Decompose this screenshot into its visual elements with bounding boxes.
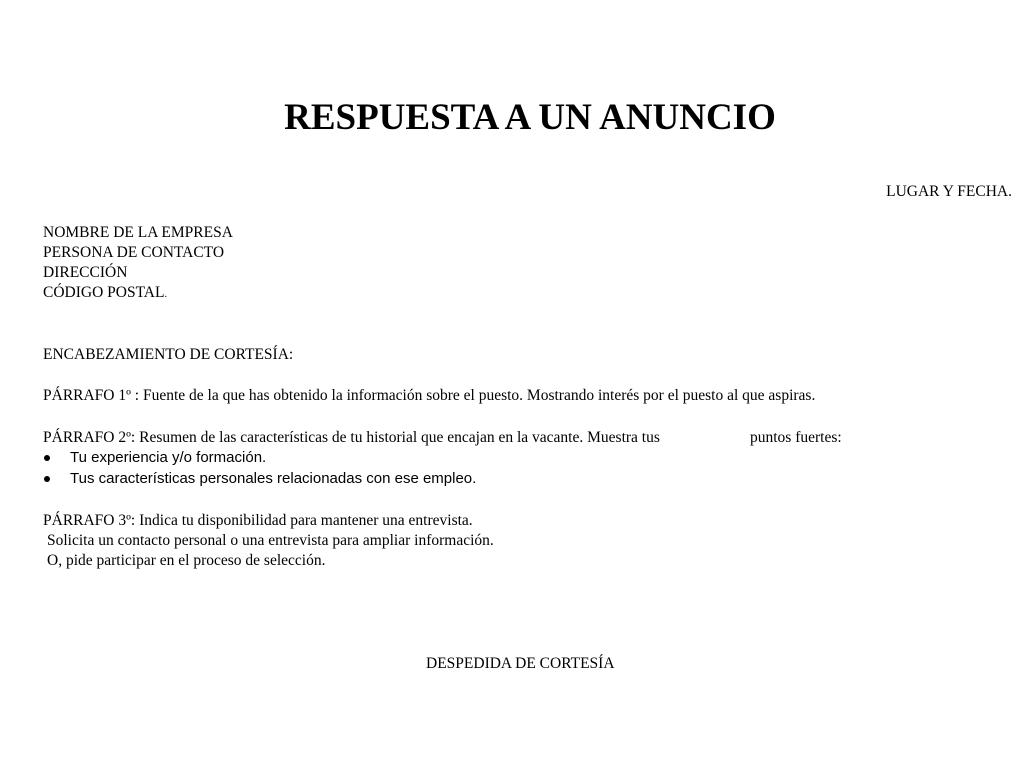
bullet-item: Tus características personales relacionadas con ese empleo. (70, 470, 477, 487)
paragraph-3-line-2: Solicita un contacto personal o una entrevista para ampliar información. (47, 532, 494, 549)
paragraph-2: PÁRRAFO 2º: Resumen de las características de tu historial que encajan en la vacante. Muestra tus (43, 429, 660, 446)
paragraph-3-line-1: PÁRRAFO 3º: Indica tu disponibilidad para mantener una entrevista. (43, 512, 473, 529)
document-title: RESPUESTA A UN ANUNCIO (284, 97, 776, 138)
bullet-item: Tu experiencia y/o formación. (70, 449, 267, 466)
postal-code-label: CÓDIGO POSTAL (43, 284, 165, 301)
closing: DESPEDIDA DE CORTESÍA (426, 655, 615, 672)
recipient-contact: PERSONA DE CONTACTO (43, 244, 225, 261)
recipient-address: DIRECCIÓN (43, 264, 128, 281)
bullet-icon (44, 455, 50, 461)
postal-code-suffix: . (164, 289, 167, 300)
recipient-company: NOMBRE DE LA EMPRESA (43, 224, 233, 241)
paragraph-3-line-3: O, pide participar en el proceso de selección. (47, 552, 326, 569)
recipient-postal-code (43, 283, 167, 305)
place-date: LUGAR Y FECHA. (886, 183, 1012, 200)
paragraph-1: PÁRRAFO 1º : Fuente de la que has obtenido la información sobre el puesto. Mostrando interés por el puesto al que aspiras. (43, 387, 816, 404)
greeting: ENCABEZAMIENTO DE CORTESÍA: (43, 346, 294, 363)
bullet-icon (44, 476, 50, 482)
paragraph-2-end: puntos fuertes: (750, 429, 842, 446)
